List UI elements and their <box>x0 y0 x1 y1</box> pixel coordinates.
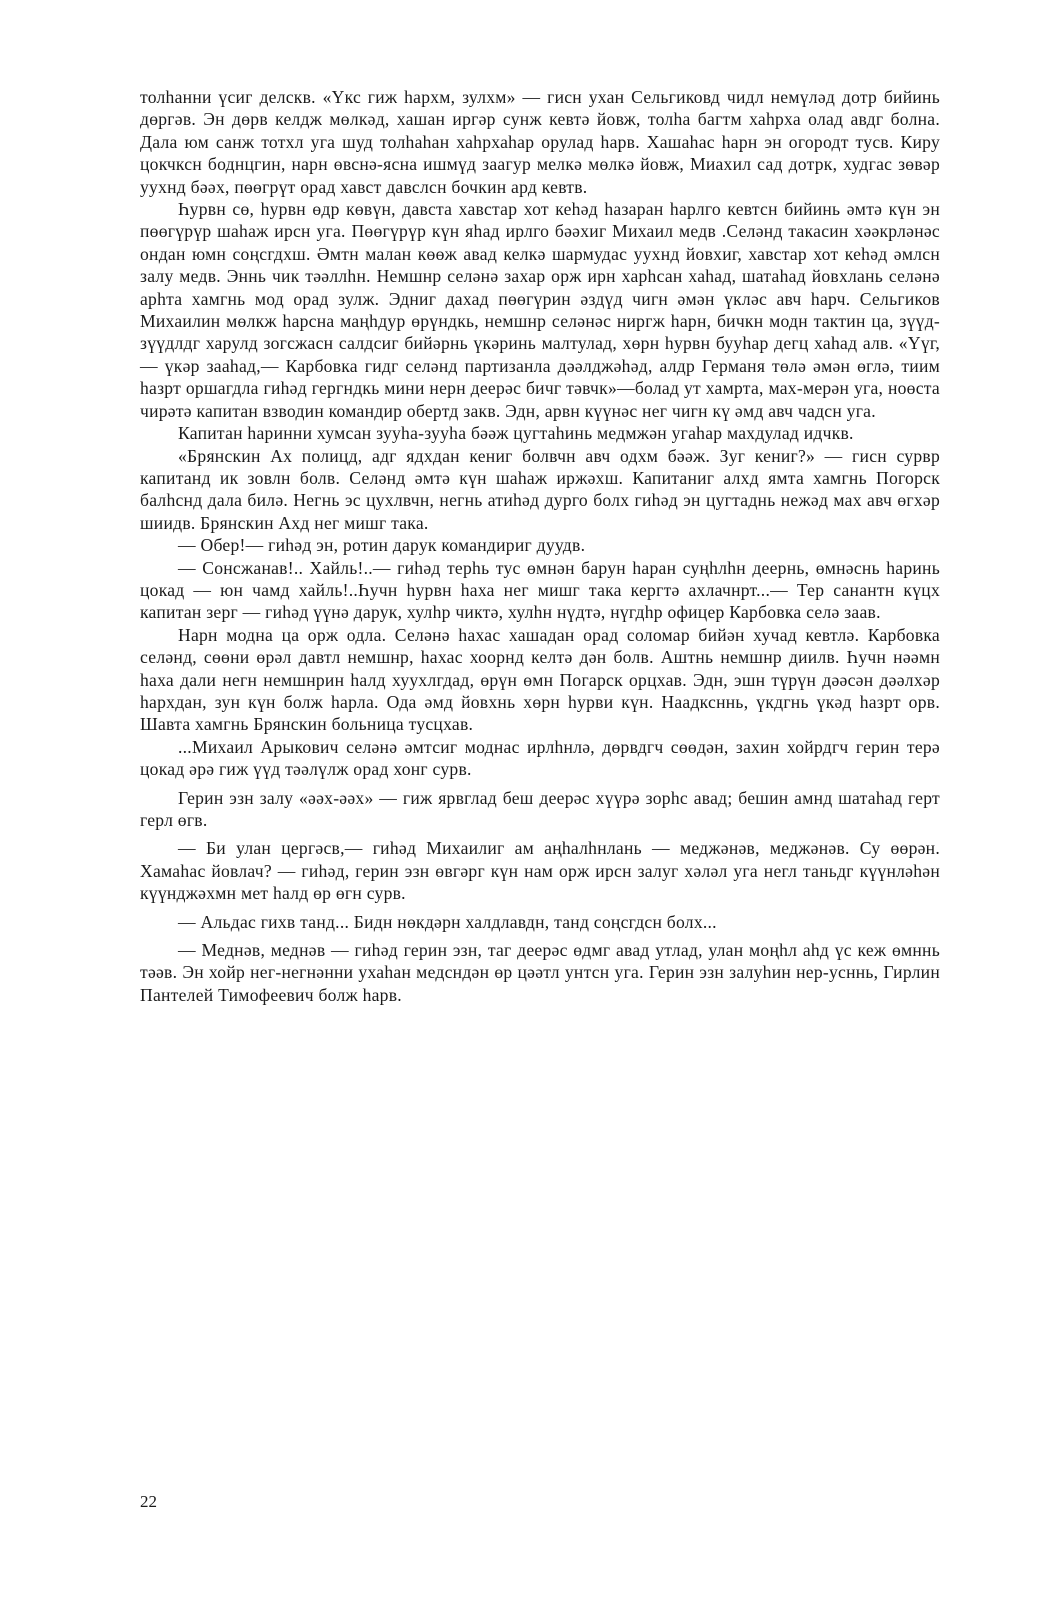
paragraph-8: ...Михаил Арыкович селәнә әмтсиг моднас ирлһнлә, дөрвдгч сөөдән, захин хойрдгч герин терә цокад әрә гиж үүд тәәлүлж орад хонг сурв. <box>140 736 940 780</box>
paragraph-2: Һурвн сө, һурвн өдр көвүн, давста хавстар хот кеһәд һазаран һарлго кевтсн бийинь әмтә күн эн пөөгүрүр шаһаж ирсн уга. Пөөгүрүр күн яһад ирлго бәәхиг Михаил медв .Селәнд такасин хәәкрләнәс ондан юмн соңсгдхш. Әмтн малан көөж авад келкә шармудас уухнд йовхиг, хавстар хот кеһәд әмлсн залу медв. Эннь чик тәәллһн. Немшнр селәнә захар орж ирн харһсан хаһад, шатаһад йовхлань селәнә арһта хамгнь мод орад зулж. Эдниг дахад пөөгүрин әздүд чигн әмән үкләс авч һарч. Сельгиков Михаилин мөлкж һарсна маңһдур өрүндкь, немшнр селәнәс ниргж һарн, бичкн модн тактин ца, зүүд-зүүдлдг харулд зогсжасн салдсиг бийәрнь үкәринь малтулад, хөрн һурвн бууһар дегц хаһад алв. «Үүг,— үкәр зааһад,— Карбовка гидг селәнд партизанла дәәлджәһәд, алдр Германя төлә әмән өглә, тиим һазрт оршагдла гиһәд гергндкь мини нерн деерәс бичг тәвчк»—болад ут хамрта, мах-мерән уга, ноөста чирәтә капитан взводин командир обертд закв. Эдн, арвн күүнәс нег чигн кү әмд авч чадсн уга. <box>140 199 940 421</box>
body-text <box>140 86 940 1006</box>
paragraph-3: Капитан һаринни хумсан зууһа-зууһа бәәж цугтаһинь медмжән угаһар махдулад идчкв. <box>178 423 854 444</box>
paragraph-7: Нарн модна ца орж одла. Селәнә һахас хашадан орад соломар бийән хучад кевтлә. Карбовка селәнд, сөөни өрәл давтл немшнр, һахас хоорнд келтә дән болв. Аштнь немшнр диилв. Һучн нәәмн һаха дали негн немшнрин һалд хуухлгдад, өрүн өмн Погарск орцхав. Эдн, эшн түрүн дәәсән дәәлхәр һархдан, зун күн болж һарла. Ода әмд йовхнь хөрн һурви күн. Наадксннь, үкдгнь үкәд һазрт орв. Шавта хамгнь Брянскин больница тусцхав. <box>140 624 940 735</box>
paragraph-6: — Сонсжанав!.. Хайль!..— гиһәд терһь тус өмнән барун һаран суңһлһн деернь, өмнәснь һаринь цокад — юн чамд хайль!..Һучн һурвн һаха нег мишг така кергтә ахлачнрт...— Тер санантн күцх капитан зерг — гиһәд үүнә дарук, хулһр чиктә, хулһн нүдтә, нүгдһр офицер Карбовка селә заав. <box>140 557 940 623</box>
paragraph-11: — Альдас гихв танд... Бидн нөкдәрн халдлавдн, танд соңсгдсн болх... <box>178 911 717 932</box>
paragraph-12: — Меднәв, меднәв — гиһәд герин эзн, таг деерәс өдмг авад утлад, улан моңһл аһд үс кеж өмннь тәәв. Эн хойр нег-негнәнни ухаһан медсндән өр цәәтл унтсн уга. Герин эзн залуһин нер-усннь, Гирлин Пантелей Тимофеевич болж һарв. <box>140 940 940 1005</box>
paragraph-10: — Би улан цергәсв,— гиһәд Михаилиг ам аңһалһнлань — меджәнәв, меджәнәв. Су өөрән. Хамаһас йовлач? — гиһәд, герин эзн өвгәрг күн нам орж ирсн залуг хәләл уга негл таньдг күүнләһән күүнджәхмн мет һалд өр өгн сурв. <box>140 838 940 904</box>
paragraph-4: «Брянскин Ах полицд, адг ядхдан кениг болвчн авч одхм бәәж. Зуг кениг?» — гисн сурвр капитанд ик зовлн болв. Селәнд әмтә күн шаһаж иржәхш. Капитаниг алхд ямта хамгнь Погорск балһснд дала билә. Негнь эс цухлвчн, негнь атиһәд дурго болх гиһәд эн цугтаднь нежәд мах авч өгхәр шиидв. Брянскин Ахд нег мишг така. <box>140 445 940 533</box>
page-number: 22 <box>140 1492 157 1511</box>
paragraph-5: — Обер!— гиһәд эн, ротин дарук командириг дуудв. <box>178 535 586 556</box>
paragraph-9: Герин эзн залу «әәх-әәх» — гиж ярвглад беш деерәс хүүрә зорһс авад; бешин амнд шатаһад герт герл өгв. <box>140 787 940 830</box>
paragraph-1: толһанни үсиг делскв. «Үкс гиж һархм, зулхм» — гисн ухан Сельгиковд чидл немүләд дотр бийинь дөргәв. Эн дөрв келдж мөлкәд, хашан иргәр сунж кевтә йовж, толһа багтм хаһрха олад авдг болна. Дала юм санж тотхл уга шуд толһаһан хаһрхаһар орулад һарв. Хашаһас һарн эн огородт тусв. Киру цокчксн боднцгин, нарн өвснә-ясна ишмүд заагур мелкә мөлкә йовж, Миахил сад дотрк, худгас зөвәр уухнд бәәх, пөөгрүт орад хавст давслсн бочкин ард кевтв. <box>140 87 940 197</box>
